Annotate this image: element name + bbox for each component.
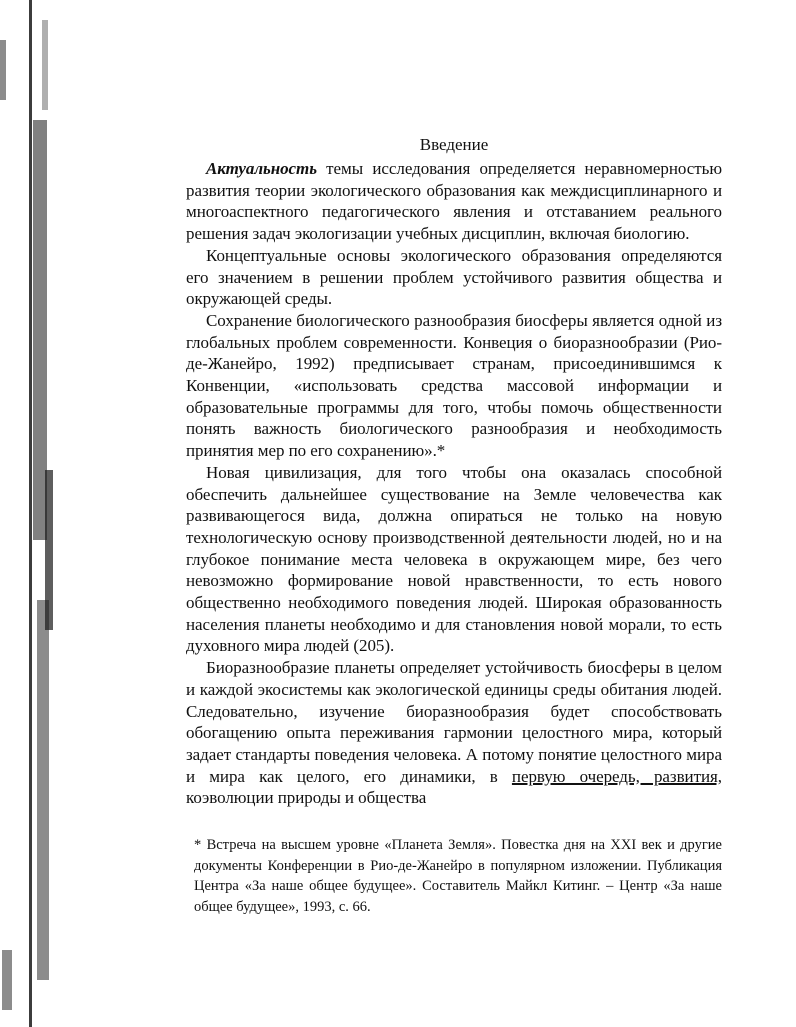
paragraph-biodiversity-planet <box>186 657 722 809</box>
paragraph-text: Концептуальные основы экологического образования определяются его значением в решении проблем устойчивого развития общества и окружающей среды. <box>186 245 722 309</box>
paragraph-text: темы исследования определяется неравномерностью развития теории экологического образования как междисциплинарного и многоаспектного педагогического явления и отставанием реального решения задач экологизации учебных дисциплин, включая биологию. <box>186 159 722 244</box>
scan-shadow-block <box>0 40 6 100</box>
scan-shadow-block <box>37 600 49 980</box>
paragraph-text: коэволюции природы и общества <box>186 788 427 808</box>
paragraph-text: Биоразнообразие планеты определяет устойчивость биосферы в целом и каждой экосистемы как экологической единицы среды обитания людей. Следовательно, изучение биоразнообразия будет способствовать обогащению опыта переживания гармонии целостного мира, который задает стандарты поведения человека. А потому понятие целостного мира и мира как целого, его динамики, в <box>186 658 722 786</box>
scan-shadow-block <box>2 950 12 1010</box>
scan-shadow-block <box>42 20 48 110</box>
footnote: * Встреча на высшем уровне «Планета Земля». Повестка дня на XXI век и другие документы Конференции в Рио-де-Жанейро в популярном изложении. Публикация Центра «За наше общее будущее». Составитель Майкл Китинг. – Центр «За наше общее будущее», 1993, с. 66. <box>194 837 722 915</box>
scan-edge-artifact <box>0 0 60 1027</box>
page-title: Введение <box>419 135 489 154</box>
paragraph-concepts <box>186 245 722 310</box>
paragraph-text: Сохранение биологического разнообразия биосферы является одной из глобальных проблем современности. Конвеция о биоразнообразии (Рио-де-Жанейро, 1992) предписывает странам, присоединившимся к Конвенции, «использовать средства массовой информации и образовательные программы для того, чтобы помочь общественности понять важность биологического разнообразия и необходимость принятия мер по его сохранению».* <box>186 310 722 461</box>
scan-shadow-block <box>45 470 53 630</box>
scan-shadow-line <box>29 0 32 1027</box>
relevance-term: Актуальность <box>206 159 317 178</box>
document-page <box>186 134 722 809</box>
paragraph-relevance <box>186 158 722 245</box>
paragraph-text: Новая цивилизация, для того чтобы она оказалась способной обеспечить дальнейшее существование на Земле человечества как развивающегося вида, должна опираться не только на новую технологическую основу производственной деятельности людей, но и на глубокое понимание места человека в окружающем мире, без чего невозможно формирование новой нравственности, то есть нового общественно необходимого поведения людей. Широкая образованность населения планеты необходимо и для становления новой морали, то есть духовного мира людей (205). <box>186 462 722 656</box>
paragraph-new-civilization <box>186 462 722 657</box>
paragraph-biodiversity-convention <box>186 310 722 462</box>
underlined-phrase: первую очередь, развития, <box>511 766 722 786</box>
